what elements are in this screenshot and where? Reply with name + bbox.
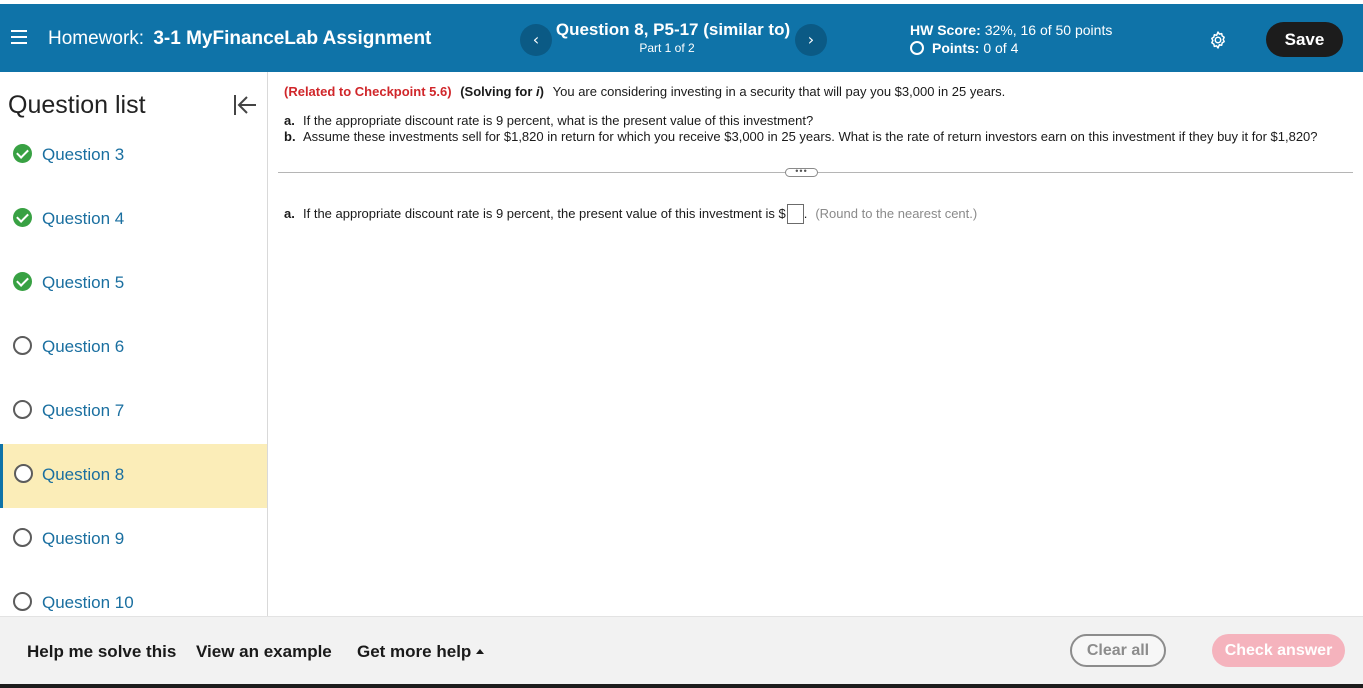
incomplete-circle-icon xyxy=(13,528,32,547)
app-header xyxy=(0,4,1363,72)
homework-title-prefix: Homework: xyxy=(48,28,145,49)
bottom-edge xyxy=(0,684,1363,688)
points-circle-icon xyxy=(910,41,924,55)
part-b-question xyxy=(284,129,1318,144)
answer-suffix: . xyxy=(803,206,808,221)
part-a-question xyxy=(284,113,813,128)
question-list-item-4[interactable] xyxy=(0,188,267,252)
incomplete-circle-icon xyxy=(13,336,32,355)
completed-check-icon xyxy=(13,144,32,163)
homework-title xyxy=(48,28,431,50)
answer-marker: a. xyxy=(284,206,295,221)
points-value: 0 of 4 xyxy=(983,40,1019,56)
caret-up-icon xyxy=(476,649,484,654)
points xyxy=(910,40,1018,56)
menu-icon[interactable] xyxy=(11,30,29,46)
get-more-help-label: Get more help xyxy=(357,642,472,661)
part-a-answer-row xyxy=(284,204,977,224)
expand-more-icon[interactable]: ••• xyxy=(785,168,818,177)
hw-score xyxy=(910,22,1112,38)
question-label: Question 9 xyxy=(42,529,125,548)
points-label: Points: xyxy=(932,40,980,56)
hw-score-value: 32%, 16 of 50 points xyxy=(984,22,1113,38)
present-value-answer-input[interactable] xyxy=(787,204,804,224)
collapse-sidebar-icon[interactable] xyxy=(232,93,258,117)
solving-variable: i xyxy=(536,84,540,99)
related-checkpoint-link[interactable]: (Related to Checkpoint 5.6) xyxy=(284,84,452,99)
question-list-item-8-active[interactable] xyxy=(0,444,267,508)
question-part: Part 1 of 2 xyxy=(639,41,695,55)
part-a-text: If the appropriate discount rate is 9 percent, what is the present value of this investment? xyxy=(303,113,814,128)
question-label: Question 8 xyxy=(42,465,125,484)
clear-all-button[interactable]: Clear all xyxy=(1070,634,1166,667)
settings-gear-icon[interactable] xyxy=(1208,30,1228,50)
view-example-button[interactable]: View an example xyxy=(196,642,332,661)
question-label: Question 10 xyxy=(42,593,134,612)
question-list-item-7[interactable] xyxy=(0,380,267,444)
question-list-item-9[interactable] xyxy=(0,508,267,572)
question-label: Question 7 xyxy=(42,401,125,420)
hw-score-label: HW Score: xyxy=(910,22,981,38)
question-label: Question 4 xyxy=(42,209,125,228)
completed-check-icon xyxy=(13,272,32,291)
question-label: Question 3 xyxy=(42,145,125,164)
help-me-solve-button[interactable]: Help me solve this xyxy=(27,642,177,661)
rounding-hint: (Round to the nearest cent.) xyxy=(815,206,978,221)
footer-toolbar xyxy=(0,616,1363,684)
problem-statement-text: You are considering investing in a security that will pay you $3,000 in 25 years. xyxy=(552,84,1006,99)
question-label: Question 5 xyxy=(42,273,125,292)
question-title: Question 8, P5-17 (similar to) xyxy=(555,20,791,39)
question-list-sidebar xyxy=(0,72,268,616)
question-label: Question 6 xyxy=(42,337,125,356)
part-b-text: Assume these investments sell for $1,820 in return for which you receive $3,000 in 25 years. What is the rate of return investors earn on this investment if they buy it for $1,820? xyxy=(303,129,1318,144)
answer-prompt: If the appropriate discount rate is 9 percent, the present value of this investment is $ xyxy=(303,206,786,221)
solving-for-label xyxy=(460,84,544,99)
question-list-item-3[interactable] xyxy=(0,124,267,188)
check-answer-button[interactable]: Check answer xyxy=(1212,634,1345,667)
save-button[interactable]: Save xyxy=(1266,22,1343,57)
part-a-marker: a. xyxy=(284,113,295,128)
homework-title-name: 3-1 MyFinanceLab Assignment xyxy=(153,28,432,49)
problem-statement xyxy=(284,84,1005,99)
get-more-help-button[interactable] xyxy=(357,642,484,662)
solving-suffix: ) xyxy=(539,84,545,99)
previous-question-button[interactable]: ‹ xyxy=(520,24,552,56)
question-list-item-6[interactable] xyxy=(0,316,267,380)
question-list-item-5[interactable] xyxy=(0,252,267,316)
incomplete-circle-icon xyxy=(14,464,33,483)
completed-check-icon xyxy=(13,208,32,227)
solving-prefix: (Solving for xyxy=(460,84,537,99)
incomplete-circle-icon xyxy=(13,400,32,419)
question-content xyxy=(268,72,1363,616)
part-b-marker: b. xyxy=(284,129,296,144)
incomplete-circle-icon xyxy=(13,592,32,611)
next-question-button[interactable]: › xyxy=(795,24,827,56)
question-list-title: Question list xyxy=(8,91,146,119)
